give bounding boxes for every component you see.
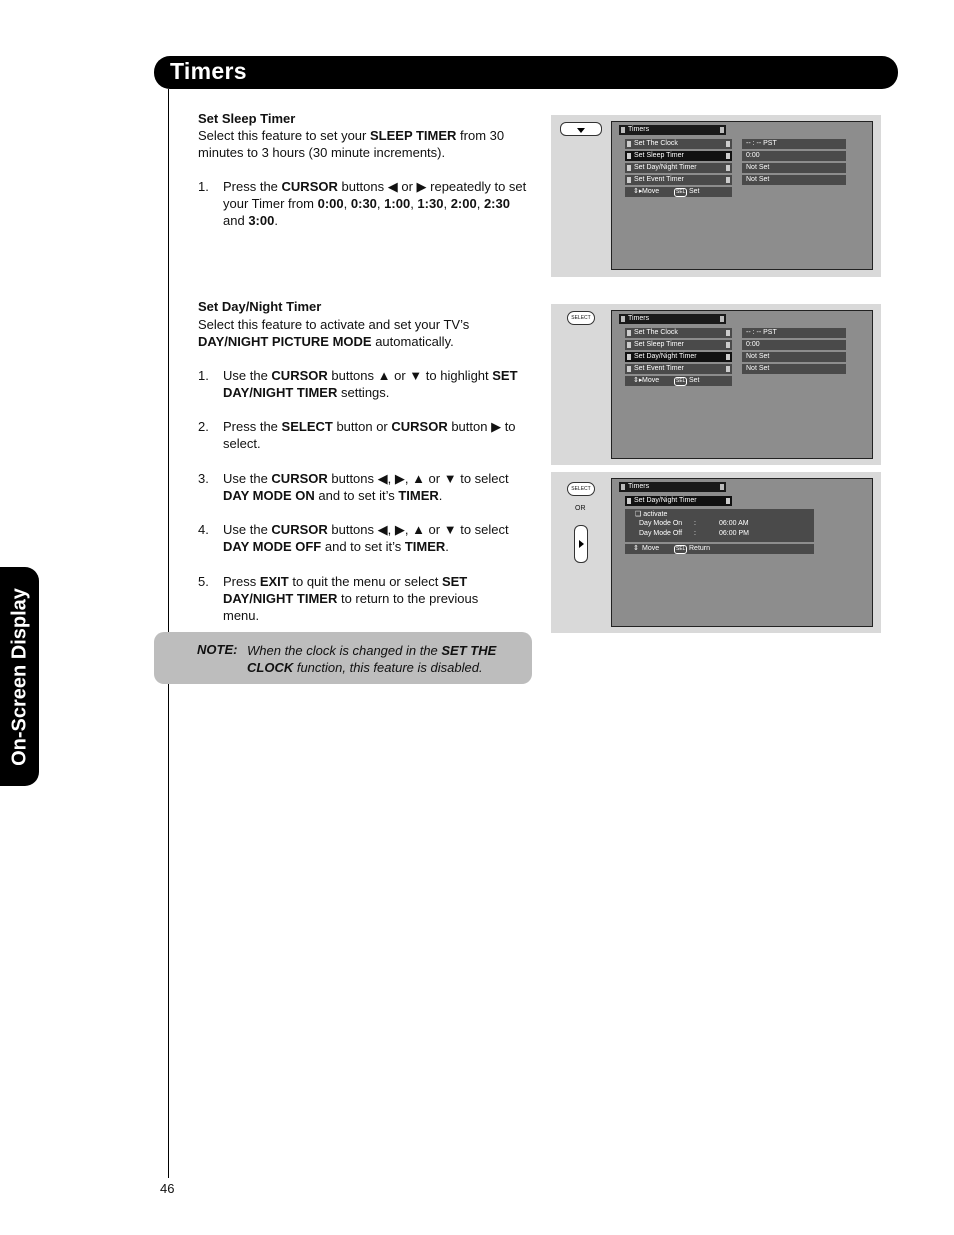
menu-item-set-daynight-timer[interactable]: Set Day/Night Timer [625,352,732,362]
text-bold: SET DAY/NIGHT TIMER [223,368,518,400]
text: button or [332,419,392,434]
text: , [476,196,484,211]
step-text [223,521,528,555]
step-number: 1. [198,179,209,194]
day-mode-on-label: Day Mode On [639,520,683,527]
daynight-heading: Set Day/Night Timer [198,299,322,314]
text-bold: SELECT [281,419,333,434]
text: . [274,213,278,228]
sel-icon: SEL [676,546,686,552]
colon: : [694,530,696,537]
tv-screen [611,121,873,270]
text: buttons ◀ or ▶ repeatedly to set your Timer from [223,179,527,211]
day-mode-off-label: Day Mode Off [639,530,683,537]
step-text [223,470,528,504]
activate-checkbox[interactable]: ❑ activate [635,511,668,518]
osd-footer [625,376,732,386]
clock-value: -- : -- PST [742,139,846,149]
sleep-step-1 [198,178,528,238]
osd-menu-title: Timers [619,482,726,492]
menu-item-set-sleep-timer[interactable]: Set Sleep Timer [625,340,732,350]
cursor-right-button [574,525,588,563]
move-arrows-icon: ⇕▸ [633,188,643,195]
right-arrow-icon [575,526,587,562]
text: , [443,196,451,211]
time-value: 0:30 [350,196,377,211]
text: and to set it’s [314,488,399,503]
time-value: 1:30 [417,196,444,211]
text-bold: DAY MODE OFF [223,539,322,554]
text-bold: CURSOR [271,471,328,486]
submenu-title: Set Day/Night Timer [625,496,732,506]
daynight-timer-value: Not Set [742,352,846,362]
sleep-heading: Set Sleep Timer [198,111,296,126]
tv-screen [611,310,873,459]
select-button: SELECT [567,482,595,496]
time-value: 3:00 [248,213,275,228]
step-number: 3. [198,471,209,486]
text: and [223,213,249,228]
time-value: 1:00 [384,196,411,211]
clock-value: -- : -- PST [742,328,846,338]
text-bold: SLEEP TIMER [369,128,457,143]
osd-menu-title: Timers [619,125,726,135]
tv-screen [611,478,873,627]
updown-arrows-icon: ⇕ [633,545,639,552]
event-timer-value: Not Set [742,175,846,185]
figure-daynight-highlight [551,304,881,465]
text: to return to the previous menu. [223,591,479,623]
daynight-step-2 [198,418,528,454]
text: automatically. [371,334,454,349]
daynight-step-5 [198,573,528,627]
text: Press the [223,179,282,194]
note-box [154,632,532,684]
text: , [343,196,351,211]
select-button: SELECT [567,311,595,325]
text-bold: CURSOR [271,368,328,383]
text: , [410,196,418,211]
set-label: Set [689,377,700,384]
step-number: 5. [198,574,209,589]
text: Press [223,574,260,589]
text: settings. [337,385,390,400]
sel-icon: SEL [676,378,686,384]
note-label: NOTE: [197,642,238,657]
text: buttons ◀, ▶, ▲ or ▼ to select [327,471,509,486]
text-bold: SET DAY/NIGHT TIMER [223,574,468,606]
text: Press the [223,419,282,434]
text-bold: SET THE CLOCK [247,643,497,675]
text-bold: EXIT [259,574,289,589]
text-bold: CURSOR [391,419,448,434]
osd-menu-title: Timers [619,314,726,324]
return-label: Return [689,545,711,552]
text: button ▶ to select. [223,419,516,451]
page-title-bar [154,56,898,89]
down-arrow-icon [561,124,601,136]
text: , [376,196,385,211]
step-number: 1. [198,368,209,383]
text: to quit the menu or select [288,574,442,589]
text: Use the [223,368,272,383]
text: Use the [223,471,272,486]
text-bold: CURSOR [281,179,338,194]
text: Use the [223,522,272,537]
day-mode-off-time[interactable]: 06:00 PM [719,530,749,537]
text: buttons ▲ or ▼ to highlight [327,368,493,383]
osd-footer [625,187,732,197]
menu-item-set-daynight-timer[interactable]: Set Day/Night Timer [625,163,732,173]
text-bold: TIMER [398,488,439,503]
menu-item-set-event-timer[interactable]: Set Event Timer [625,364,732,374]
text: When the clock is changed in the [247,643,442,658]
step-text [223,573,503,624]
daynight-step-4 [198,521,528,557]
daynight-timer-value: Not Set [742,163,846,173]
text: Select this feature to activate and set your TV’s [198,317,470,332]
daynight-intro [198,316,518,350]
section-tab [0,567,39,786]
menu-item-set-sleep-timer[interactable]: Set Sleep Timer [625,151,732,161]
or-label: OR [575,505,586,512]
menu-item-set-event-timer[interactable]: Set Event Timer [625,175,732,185]
time-value: 2:30 [483,196,510,211]
move-arrows-icon: ⇕▸ [633,377,643,384]
section-tab-label: On-Screen Display [8,587,30,766]
daynight-step-3 [198,470,528,506]
move-label: Move [642,188,660,195]
page-title: Timers [170,58,247,84]
step-text [223,178,528,229]
osd-footer [625,544,814,554]
text: from 30 minutes to 3 hours (30 minute increments). [198,128,505,160]
text: . [438,488,443,503]
move-label: Move [642,377,660,384]
daynight-settings-box [625,509,814,542]
time-value: 2:00 [450,196,477,211]
text: and to set it’s [321,539,405,554]
page-number: 46 [160,1181,175,1196]
text-bold: DAY MODE ON [223,488,315,503]
daynight-step-1 [198,367,528,403]
figure-daynight-submenu [551,472,881,633]
step-text [223,418,518,452]
sleep-timer-value: 0:00 [742,340,846,350]
note-text [247,642,527,676]
text-bold: TIMER [404,539,446,554]
sleep-intro [198,127,528,161]
step-number: 2. [198,419,209,434]
sel-icon: SEL [676,189,686,195]
cursor-down-button [560,122,602,136]
text-bold: CURSOR [271,522,328,537]
menu-item-set-clock[interactable]: Set The Clock [625,139,732,149]
figure-sleep-timer [551,115,881,277]
menu-item-set-clock[interactable]: Set The Clock [625,328,732,338]
text: buttons ◀, ▶, ▲ or ▼ to select [327,522,509,537]
text-bold: DAY/NIGHT PICTURE MODE [198,334,372,349]
set-label: Set [689,188,700,195]
time-value: 0:00 [317,196,344,211]
text: Select this feature to set your [198,128,370,143]
event-timer-value: Not Set [742,364,846,374]
step-number: 4. [198,522,209,537]
day-mode-on-time[interactable]: 06:00 AM [719,520,749,527]
colon: : [694,520,696,527]
step-text [223,367,528,401]
sleep-timer-value: 0:00 [742,151,846,161]
text: . [445,539,449,554]
move-label: Move [642,545,660,552]
text: function, this feature is disabled. [293,660,483,675]
